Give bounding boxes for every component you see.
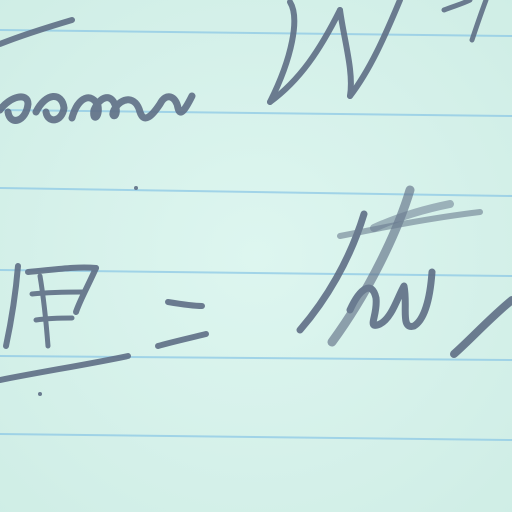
pencil-stroke [32,292,84,294]
pencil-stroke [36,318,72,320]
pencil-dot [134,186,138,190]
pencil-dot [38,392,42,396]
